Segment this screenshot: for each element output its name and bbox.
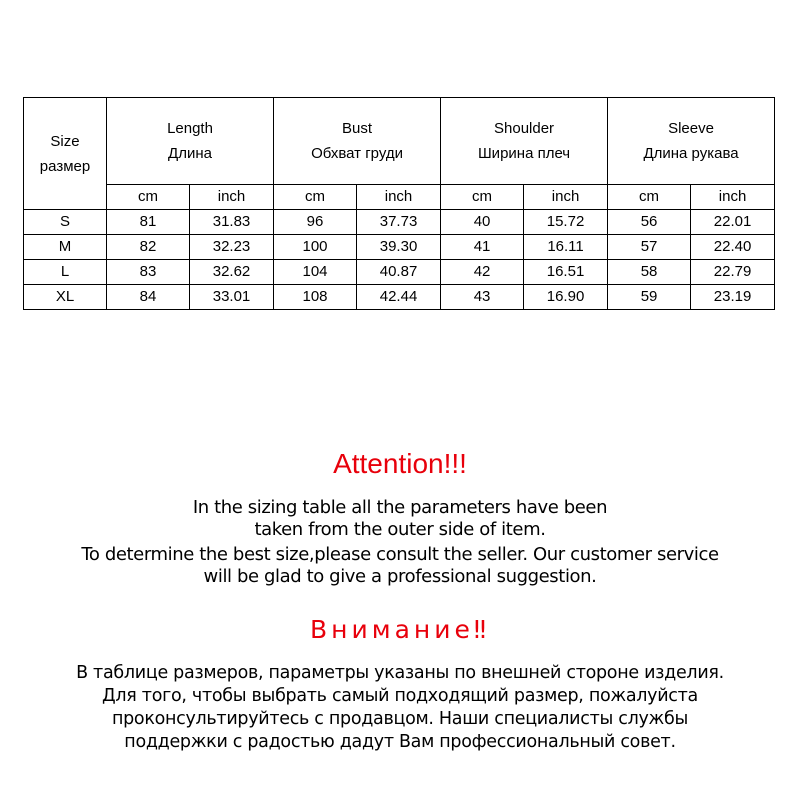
shoulder-header-cell [441, 98, 608, 185]
size-header-ru: размер [39, 157, 91, 175]
value-cell: 59 [608, 285, 691, 310]
attention-notice-ru [0, 662, 800, 754]
value-cell: 96 [274, 210, 357, 235]
size-header-en: Size [50, 132, 80, 150]
unit-inch: inch [357, 185, 441, 210]
length-header-cell [107, 98, 274, 185]
sleeve-header-cell [608, 98, 775, 185]
sleeve-header-ru: Длина рукава [643, 145, 739, 162]
value-cell: 37.73 [357, 210, 441, 235]
value-cell: 43 [441, 285, 524, 310]
size-cell: M [24, 235, 107, 260]
size-header-cell [24, 98, 107, 210]
value-cell: 15.72 [524, 210, 608, 235]
value-cell: 16.11 [524, 235, 608, 260]
sleeve-header-en: Sleeve [668, 120, 714, 137]
value-cell: 39.30 [357, 235, 441, 260]
value-cell: 104 [274, 260, 357, 285]
value-cell: 16.90 [524, 285, 608, 310]
attention-title: Attention!!! [333, 448, 467, 479]
notice-line: Для того, чтобы выбрать самый подходящий размер, пожалуйста [102, 686, 698, 706]
table-row [24, 235, 775, 260]
table-row [24, 210, 775, 235]
value-cell: 40 [441, 210, 524, 235]
value-cell: 84 [107, 285, 190, 310]
unit-cm: cm [107, 185, 190, 210]
size-cell: S [24, 210, 107, 235]
value-cell: 57 [608, 235, 691, 260]
table-row [24, 285, 775, 310]
notice-line: To determine the best size,please consult the seller. Our customer service [81, 544, 719, 565]
unit-cm: cm [608, 185, 691, 210]
value-cell: 23.19 [691, 285, 775, 310]
unit-cm: cm [274, 185, 357, 210]
notice-line: will be glad to give a professional suggestion. [203, 566, 597, 587]
attention-notice-en [0, 497, 800, 588]
value-cell: 42 [441, 260, 524, 285]
value-cell: 22.01 [691, 210, 775, 235]
value-cell: 42.44 [357, 285, 441, 310]
unit-inch: inch [524, 185, 608, 210]
bust-header-ru: Обхват груди [311, 145, 403, 162]
size-cell: L [24, 260, 107, 285]
length-header-en: Length [167, 120, 213, 137]
value-cell: 58 [608, 260, 691, 285]
shoulder-header-ru: Ширина плеч [477, 145, 571, 162]
header-row [24, 98, 775, 185]
value-cell: 22.79 [691, 260, 775, 285]
table-row [24, 260, 775, 285]
value-cell: 16.51 [524, 260, 608, 285]
value-cell: 22.40 [691, 235, 775, 260]
size-chart-table [23, 97, 775, 310]
value-cell: 82 [107, 235, 190, 260]
bust-header-en: Bust [342, 120, 373, 137]
vnimanie-title: Внимание‼ [309, 615, 491, 644]
unit-inch: inch [190, 185, 274, 210]
length-header-ru: Длина [168, 145, 212, 162]
value-cell: 33.01 [190, 285, 274, 310]
value-cell: 108 [274, 285, 357, 310]
size-cell: XL [24, 285, 107, 310]
bust-header-cell [274, 98, 441, 185]
value-cell: 83 [107, 260, 190, 285]
shoulder-header-en: Shoulder [494, 120, 555, 137]
value-cell: 40.87 [357, 260, 441, 285]
value-cell: 100 [274, 235, 357, 260]
value-cell: 31.83 [190, 210, 274, 235]
notice-line: проконсультируйтесь с продавцом. Наши специалисты службы [111, 709, 688, 729]
value-cell: 32.23 [190, 235, 274, 260]
notice-line: In the sizing table all the parameters have been [192, 497, 608, 518]
value-cell: 41 [441, 235, 524, 260]
notice-line: taken from the outer side of item. [254, 519, 546, 540]
value-cell: 81 [107, 210, 190, 235]
notice-line: поддержки с радостью дадут Вам профессиональный совет. [124, 732, 676, 752]
unit-inch: inch [691, 185, 775, 210]
value-cell: 56 [608, 210, 691, 235]
notice-line: В таблице размеров, параметры указаны по внешней стороне изделия. [76, 663, 724, 683]
unit-row [24, 185, 775, 210]
value-cell: 32.62 [190, 260, 274, 285]
unit-cm: cm [441, 185, 524, 210]
